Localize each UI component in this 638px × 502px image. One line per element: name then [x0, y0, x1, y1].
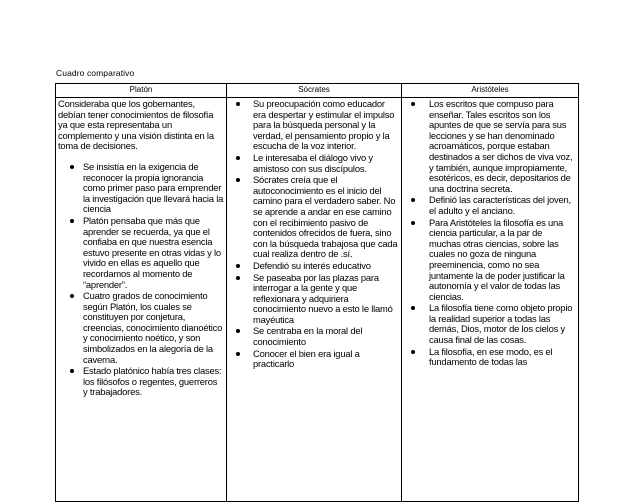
list-item-text: La filosofía tiene como objeto propio la realidad superior a todas las demás, Dios, motor de los cielos y causa final de las cosas.	[429, 302, 573, 346]
list-item	[230, 153, 399, 174]
list-item-text: Se centraba en la moral del conocimiento	[253, 325, 363, 348]
bullet-icon	[236, 156, 240, 160]
list-item-text: Defendió su interés educativo	[253, 259, 371, 271]
platon-column-cell	[56, 98, 227, 502]
list-item-text: Para Aristóteles la filosofía es una ciencia particular, a la par de muchas otras ciencias, sobre las cuales no goza de ninguna preeminencia, como no sea juntamente la de poder justificar la autonomía y el valor de todas las ciencias.	[429, 216, 565, 302]
platon-intro-text: Consideraba que los gobernantes, debían tener conocimientos de filosofía ya que esta representaba un complemento y una visión distinta en la toma de decisiones.	[58, 98, 214, 152]
list-item-text: Le interesaba el diálogo vivo y amistoso con sus discípulos.	[253, 151, 373, 174]
bullet-icon	[411, 350, 415, 354]
list-item	[405, 99, 576, 194]
list-item-text: Los escritos que compuso para enseñar. Tales escritos son los apuntes de que se servía para sus lecciones y se han denominado acroamáticos, porque estaban destinados a ser dichos de viva voz, y también, aunque impropiamente, esotéricos, es decir, depositarios de una doctrina secreta.	[429, 98, 573, 194]
list-item-text: Cuatro grados de conocimiento según Platón, los cuales se constituyen por conjetura, creencias, conocimiento dianoético y conocimiento noético, y son simbolizados en la alegoría de la caverna.	[83, 290, 223, 365]
socrates-column-cell	[227, 98, 402, 502]
bullet-icon	[236, 178, 240, 182]
bullet-icon	[70, 369, 74, 373]
bullet-icon	[411, 306, 415, 310]
aristoteles-bullet-list	[405, 99, 576, 368]
list-item-text: Definió las características del joven, el adulto y el anciano.	[429, 194, 571, 216]
bullet-icon	[70, 165, 74, 169]
bullet-icon	[411, 102, 415, 106]
bullet-icon	[236, 352, 240, 356]
list-item	[58, 366, 224, 398]
document-title: Cuadro comparativo	[56, 68, 135, 78]
list-item	[405, 195, 576, 216]
bullet-icon	[411, 198, 415, 202]
aristoteles-column-cell	[402, 98, 579, 502]
list-item	[58, 216, 224, 290]
list-item	[230, 261, 399, 272]
bullet-icon	[70, 294, 74, 298]
socrates-bullet-list	[230, 99, 399, 370]
list-item	[230, 326, 399, 347]
list-item	[405, 347, 576, 368]
header-socrates: Sócrates	[227, 84, 402, 98]
list-item	[58, 162, 224, 215]
platon-bullet-list	[58, 162, 224, 398]
list-item	[405, 218, 576, 303]
list-item-text: La filosofía, en ese modo, es el fundamento de todas las	[429, 345, 553, 368]
list-item	[230, 349, 399, 370]
bullet-icon	[70, 219, 74, 223]
list-item-text: Sócrates creía que el autoconocimiento es el inicio del camino para el verdadero saber. No se aprende a andar en ese camino con el recibimiento pasivo de contenidos ofrecidos de fuera, sino con la búsqueda trabajosa que cada cual realiza dentro de .sí.	[253, 174, 398, 260]
list-item-text: Estado platónico había tres clases: los filósofos o regentes, guerreros y trabajadores.	[83, 365, 222, 398]
bullet-icon	[236, 264, 240, 268]
bullet-icon	[236, 102, 240, 106]
bullet-icon	[411, 221, 415, 225]
bullet-icon	[236, 329, 240, 333]
list-item-text: Su preocupación como educador era despertar y estimular el impulso para la búsqueda personal y la verdad, el pensamiento propio y la escucha de la voz interior.	[253, 98, 395, 152]
list-item	[230, 99, 399, 152]
header-aristoteles: Aristóteles	[402, 84, 579, 98]
header-platon: Platón	[56, 84, 227, 98]
list-item	[230, 273, 399, 326]
list-item	[58, 291, 224, 365]
list-item	[405, 303, 576, 345]
table-body-row	[56, 98, 579, 502]
list-item	[230, 175, 399, 260]
table-header-row	[56, 84, 579, 98]
comparison-table	[55, 83, 579, 502]
list-item-text: Conocer el bien era igual a practicarlo	[253, 347, 360, 370]
list-item-text: Se insistía en la exigencia de reconocer la propia ignorancia como primer paso para emprender la investigación que llevará hacia la ciencia	[83, 160, 224, 215]
bullet-icon	[236, 276, 240, 280]
list-item-text: Se paseaba por las plazas para interrogar a la gente y que reflexionara y adquiriera conocimiento nuevo a esto le llamó mayéutica	[253, 271, 393, 325]
list-item-text: Platón pensaba que más que aprender se recuerda, ya que el confiaba en que nuestra esencia estuvo presente en otras vidas y lo vivido en ellas es aquello que recordamos al momento de “aprender”.	[83, 214, 221, 290]
